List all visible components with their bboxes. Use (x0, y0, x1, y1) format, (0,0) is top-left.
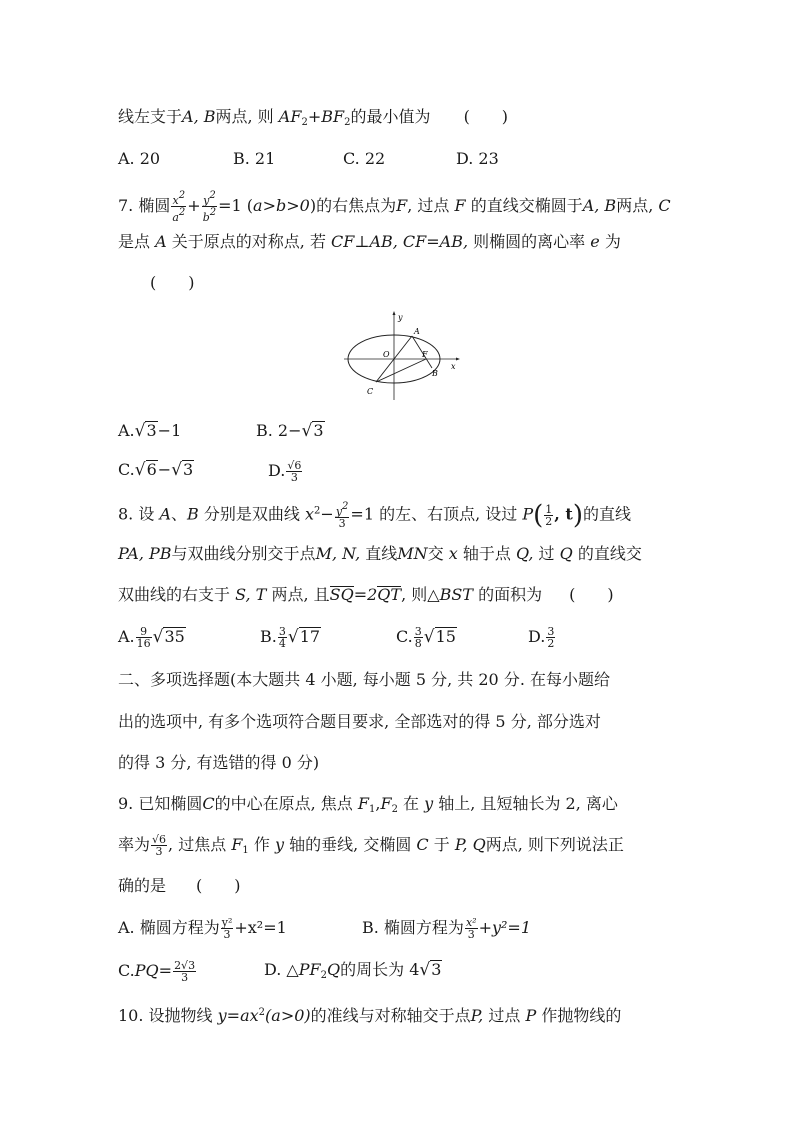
label-f: F (422, 350, 428, 359)
q9-line3: 确的是 ( ) (118, 876, 241, 895)
label-o: O (383, 350, 390, 359)
q9-line1: 9. 已知椭圆C的中心在原点, 焦点 $F_1,F_2$ 在 y 轴上, 且短轴长为 2, 离心 (118, 794, 618, 815)
q6-bf: BF (321, 107, 345, 126)
x-axis-arrow (456, 358, 460, 361)
label-a: A (414, 327, 420, 336)
q6-af: AF (278, 107, 302, 126)
q6-end: 的最小值为 (350, 107, 431, 126)
q6-points: A, B (182, 107, 216, 126)
q7-frac-x: $\frac{x2}{a2}$ (172, 190, 186, 224)
label-y: y (398, 313, 403, 322)
q9-option-d: D. $\triangle PF_2Q$的周长为 4√3 (264, 960, 442, 981)
q7-ellipse-figure (338, 308, 462, 402)
q6-option-b: B. 21 (233, 149, 276, 168)
q8-option-a: A. $\frac{9}{16}$ √35 (118, 625, 185, 650)
segment-cf (376, 359, 426, 382)
q9-option-b: B. 椭圆方程为 $\frac{\text{x²}}{3}$ +y²=1 (362, 916, 532, 941)
label-x: x (451, 362, 456, 371)
q9-option-a: A. 椭圆方程为 $\frac{\text{y²}}{3}$ +x²=1 (118, 916, 287, 941)
q6-sub: 2 (301, 117, 308, 128)
y-axis-arrow (393, 311, 396, 315)
section2-line2: 出的选项中, 有多个选项符合题目要求, 全部选对的得 5 分, 部分选对 (118, 712, 601, 731)
q8-option-c: C. $\frac{3}{8}$ √15 (396, 625, 456, 650)
q7-line2: 是点 A 关于原点的对称点, 若 CF⊥AB, CF=AB, 则椭圆的离心率 e 为 (118, 232, 621, 251)
q7-number: 7. 椭圆 (118, 196, 171, 215)
section2-line1: 二、多项选择题(本大题共 4 小题, 每小题 5 分, 共 20 分. 在每小题给 (118, 670, 610, 689)
q7-line1: 7. 椭圆 $\frac{x2}{a2}$ + $\frac{y2}{b2}$ =1 (a>b>0)的右焦点为F, 过点 F 的直线交椭圆于A, B两点, C (118, 190, 671, 224)
q6-text-mid: 两点, 则 (215, 107, 274, 126)
q9-option-c: C.PQ= $\frac{2√3}{3}$ (118, 959, 196, 984)
q6-option-c: C. 22 (343, 149, 386, 168)
q6-answer-paren: ( ) (463, 107, 509, 126)
q6-option-d: D. 23 (456, 149, 499, 168)
label-c: C (367, 387, 374, 396)
q8-line2: PA, PB与双曲线分别交于点M, N, 直线MN交 x 轴于点 Q, 过 Q 的直线交 (118, 544, 642, 563)
q6-plus: + (307, 107, 322, 126)
q10-line1: 10. 设抛物线 $y=ax^2(a>0)$的准线与对称轴交于点P, 过点 P 作抛物线的 (118, 1006, 622, 1025)
q7-option-a: A.√3−1 (118, 421, 182, 441)
q8-line1: 8. 设 A、B 分别是双曲线 $x^2-$ $\frac{y2}{3}$ =1 的左、右顶点, 设过 P( $\frac{1}{2}$ , t)的直线 (118, 500, 631, 531)
q8-line3: 双曲线的右支于 S, T 两点, 且SQ=2QT, 则△BST 的面积为 ( ) (118, 585, 614, 604)
q6-line (118, 107, 508, 133)
label-b: B (432, 369, 438, 378)
q7-option-b: B. 2−√3 (256, 421, 324, 441)
q7-frac-y: $\frac{y2}{b2}$ (202, 190, 217, 224)
q7-option-c: C.√6−√3 (118, 460, 194, 480)
section2-line3: 的得 3 分, 有选错的得 0 分) (118, 753, 320, 772)
q7-answer-paren: ( ) (150, 273, 195, 292)
q9-line2: 率为 $\frac{√6}{3}$ , 过焦点 $F_1$ 作 y 轴的垂线, 交椭圆 C 于 P, Q两点, 则下列说法正 (118, 833, 624, 858)
q6-option-a: A. 20 (118, 149, 161, 168)
q7-option-d: D. $\frac{√6}{3}$ (268, 459, 302, 484)
q6-sub2: 2 (344, 117, 351, 128)
q8-option-d: D. $\frac{3}{2}$ (528, 625, 555, 650)
q6-text: 线左支于 (118, 107, 183, 126)
q8-option-b: B. $\frac{3}{4}$ √17 (260, 625, 321, 650)
